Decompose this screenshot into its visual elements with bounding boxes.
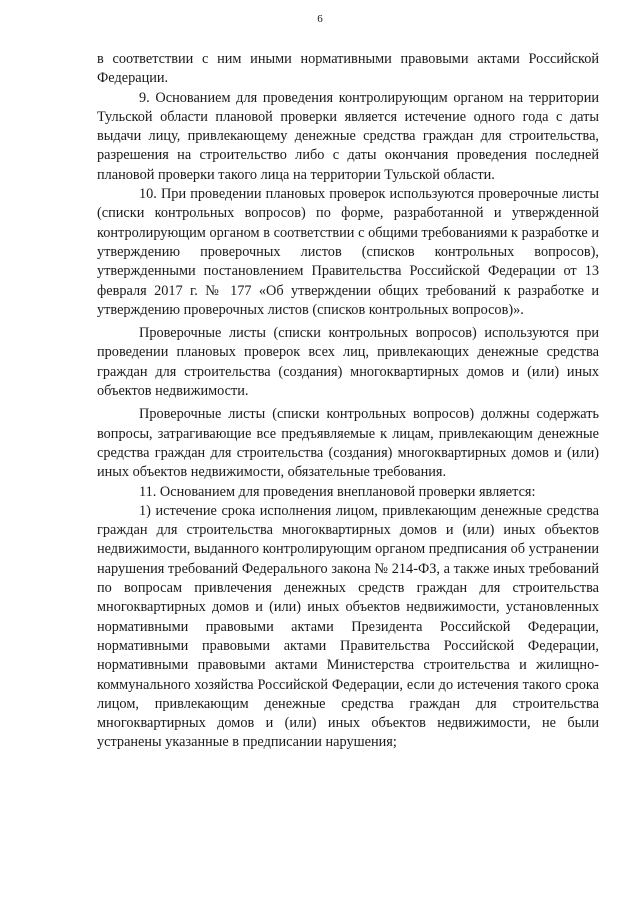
paragraph-item-11-1: 1) истечение срока исполнения лицом, привлекающим денежные средства граждан для строительства многоквартирных домов и (или) иных объектов недвижимости, выданного контролирующим органом предписания об устранении нарушения требований Федерального закона № 214-ФЗ, а также иных требований по вопросам привлечения денежных средств граждан для строительства многоквартирных домов и (или) иных объектов недвижимости, установленных нормативными правовыми актами Президента Российской Федерации, нормативными правовыми актами Правительства Российской Федерации, нормативными правовыми актами Министерства строительства и жилищно-коммунального хозяйства Российской Федерации, если до истечения такого срока лицом, привлекающим денежные средства граждан для строительства многоквартирных домов и (или) иных объектов недвижимости, не были устранены указанные в предписании нарушения; — [97, 502, 599, 751]
document-body — [97, 50, 599, 753]
paragraph-item-10: 10. При проведении плановых проверок используются проверочные листы (списки контрольных вопросов) по форме, разработанной и утвержденной контролирующим органом в соответствии с общими требованиями к разработке и утверждению проверочных листов (списков контрольных вопросов), утвержденными постановлением Правительства Российской Федерации от 13 февраля 2017 г. № 177 «Об утверждении общих требований к разработке и утверждению проверочных листов (списков контрольных вопросов)». — [97, 186, 599, 318]
paragraph-item-11: 11. Основанием для проведения внеплановой проверки является: — [139, 483, 536, 500]
paragraph-checklists-usage: Проверочные листы (списки контрольных вопросов) используются при проведении плановых проверок всех лиц, привлекающих денежные средства граждан для строительства (создания) многоквартирных домов и (или) иных объектов недвижимости. — [97, 325, 599, 400]
paragraph-item-9: 9. Основанием для проведения контролирующим органом на территории Тульской области плановой проверки является истечение одного года с даты выдачи лицу, привлекающему денежные средства граждан для строительства, разрешения на строительство либо с даты окончания проведения последней плановой проверки такого лица на территории Тульской области. — [97, 89, 599, 183]
page-number: 6 — [317, 13, 323, 25]
paragraph-checklists-content: Проверочные листы (списки контрольных вопросов) должны содержать вопросы, затрагивающие все предъявляемые к лицам, привлекающим денежные средства граждан для строительства (создания) многоквартирных домов и (или) иных объектов недвижимости, обязательные требования. — [97, 406, 599, 481]
paragraph-continuation: в соответствии с ним иными нормативными правовыми актами Российской Федерации. — [97, 51, 599, 87]
